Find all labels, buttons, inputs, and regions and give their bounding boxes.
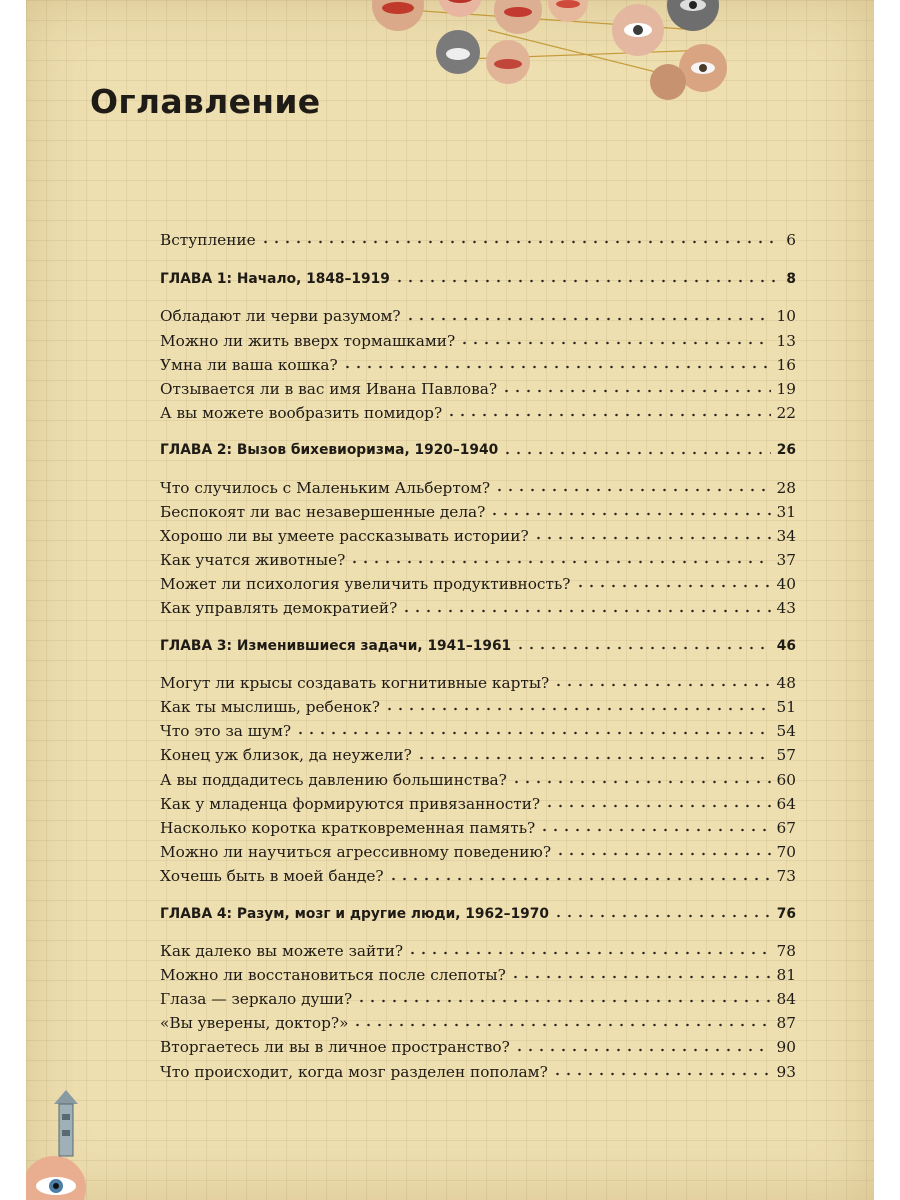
toc-page-number: 57 (776, 746, 796, 765)
dot-leader (533, 533, 771, 543)
dot-leader (575, 581, 771, 591)
dot-leader (349, 557, 770, 567)
toc-entry-title: Могут ли крысы создавать когнитивные карты? (160, 673, 550, 692)
toc-item-row (160, 1011, 796, 1035)
toc-item-row (160, 1035, 796, 1059)
toc-entry-title: Вступление (160, 231, 256, 249)
toc-page-number: 40 (776, 575, 796, 594)
dot-leader (544, 801, 770, 811)
dot-leader (356, 996, 770, 1006)
dot-leader (539, 825, 770, 835)
lips-shape (504, 7, 532, 17)
toc-entry-title: Конец уж близок, да неужели? (160, 746, 412, 765)
dot-leader (394, 276, 781, 286)
toc-entry-title: ГЛАВА 1: Начало, 1848–1919 (160, 271, 390, 288)
toc-entry-title: Как учатся животные? (160, 551, 346, 570)
toc-page-number: 64 (776, 794, 796, 813)
toc-page-number: 6 (786, 231, 796, 249)
toc-item-row (160, 864, 796, 888)
toc-page-number: 48 (776, 673, 796, 692)
table-of-contents (160, 228, 796, 1084)
dot-leader (553, 911, 771, 921)
toc-entry-title: Как далеко вы можете зайти? (160, 941, 404, 960)
eye-circle (650, 64, 686, 100)
dot-leader (342, 362, 771, 372)
toc-item-row (160, 304, 796, 328)
toc-item-row (160, 476, 796, 500)
toc-entry-title: Что происходит, когда мозг разделен пополам? (160, 1062, 548, 1081)
toc-entry-title: Обладают ли черви разумом? (160, 307, 401, 326)
toc-item-row (160, 840, 796, 864)
toc-item-row (160, 329, 796, 353)
toc-chapter-row (160, 902, 796, 926)
toc-item-row (160, 524, 796, 548)
iris-shape (689, 1, 697, 9)
toc-page-number: 81 (776, 965, 796, 984)
dot-leader (514, 1045, 771, 1055)
dot-leader (405, 314, 771, 324)
toc-item-row (160, 743, 796, 767)
window-shape (62, 1130, 70, 1136)
lips-shape (494, 59, 522, 69)
toc-entry-title: Может ли психология увеличить продуктивность? (160, 575, 571, 594)
toc-page-number: 10 (776, 307, 796, 326)
dot-leader (384, 704, 771, 714)
toc-page-number: 93 (776, 1062, 796, 1081)
toc-entry-title: Беспокоят ли вас незавершенные дела? (160, 502, 486, 521)
toc-page-number: 22 (776, 404, 796, 423)
toc-page-number: 19 (776, 379, 796, 398)
toc-entry-title: Что случилось с Маленьким Альбертом? (160, 478, 491, 497)
toc-entry-title: Что это за шум? (160, 722, 292, 741)
toc-item-row (160, 353, 796, 377)
toc-item-row (160, 671, 796, 695)
dot-leader (511, 777, 771, 787)
toc-entry-title: Можно ли восстановиться после слепоты? (160, 965, 506, 984)
toc-chapter-row (160, 634, 796, 658)
toc-page-number: 73 (776, 867, 796, 886)
toc-page-number: 13 (776, 331, 796, 350)
toc-item-row (160, 939, 796, 963)
teeth-shape (446, 48, 470, 60)
dot-leader (510, 972, 771, 982)
toc-page-number: 46 (776, 637, 796, 654)
toc-item-row (160, 792, 796, 816)
dot-leader (502, 448, 771, 458)
toc-item-row (160, 1060, 796, 1084)
dot-leader (489, 509, 770, 519)
dot-leader (260, 237, 781, 247)
dot-leader (407, 948, 770, 958)
toc-entry-title: Хочешь быть в моей банде? (160, 867, 384, 886)
toc-page-number: 37 (776, 551, 796, 570)
toc-item-row (160, 987, 796, 1011)
toc-intro-row (160, 228, 796, 252)
toc-entry-title: Отзывается ли в вас имя Ивана Павлова? (160, 379, 498, 398)
dot-leader (552, 1069, 771, 1079)
toc-page-number: 43 (776, 599, 796, 618)
toc-page-number: 54 (776, 722, 796, 741)
book-page (26, 0, 874, 1200)
toc-page-number: 78 (776, 941, 796, 960)
dot-leader (416, 753, 771, 763)
toc-entry-title: А вы можете вообразить помидор? (160, 404, 443, 423)
toc-entry-title: «Вы уверены, доктор?» (160, 1014, 349, 1033)
toc-item-row (160, 401, 796, 425)
toc-item-row (160, 963, 796, 987)
dot-leader (352, 1020, 770, 1030)
pupil-shape (53, 1183, 59, 1189)
toc-entry-title: Как управлять демократией? (160, 599, 398, 618)
toc-page-number: 31 (776, 502, 796, 521)
toc-page-number: 51 (776, 698, 796, 716)
dot-leader (446, 410, 770, 420)
toc-page-number: 90 (776, 1038, 796, 1057)
dot-leader (388, 874, 771, 884)
face-collage-illustration (368, 0, 728, 110)
toc-page-number: 60 (776, 770, 796, 789)
toc-entry-title: Умна ли ваша кошка? (160, 355, 338, 374)
toc-page-number: 67 (776, 818, 796, 837)
toc-page-number: 28 (776, 478, 796, 497)
window-shape (62, 1114, 70, 1120)
toc-item-row (160, 500, 796, 524)
page-title: Оглавление (90, 82, 321, 121)
dot-leader (553, 680, 770, 690)
toc-item-row (160, 719, 796, 743)
toc-entry-title: Насколько коротка кратковременная память? (160, 818, 536, 837)
toc-entry-title: Глаза — зеркало души? (160, 990, 353, 1009)
toc-page-number: 84 (776, 990, 796, 1009)
dot-leader (494, 485, 770, 495)
toc-page-number: 8 (786, 271, 796, 288)
toc-item-row (160, 572, 796, 596)
dot-leader (459, 338, 770, 348)
toc-chapter-row (160, 438, 796, 462)
toc-chapter-row (160, 267, 796, 291)
toc-entry-title: ГЛАВА 2: Вызов бихевиоризма, 1920–1940 (160, 442, 499, 459)
toc-entry-title: ГЛАВА 4: Разум, мозг и другие люди, 1962–1970 (160, 905, 549, 922)
arrow-icon (54, 1090, 78, 1104)
iris-shape (633, 25, 643, 35)
toc-entry-title: А вы поддадитесь давлению большинства? (160, 770, 507, 789)
toc-item-row (160, 695, 796, 719)
toc-page-number: 76 (776, 905, 796, 922)
dot-leader (295, 728, 770, 738)
toc-entry-title: Как у младенца формируются привязанности? (160, 794, 541, 813)
toc-item-row (160, 377, 796, 401)
toc-item-row (160, 548, 796, 572)
toc-page-number: 16 (776, 355, 796, 374)
toc-page-number: 87 (776, 1014, 796, 1033)
lips-shape (382, 2, 414, 14)
toc-entry-title: ГЛАВА 3: Изменившиеся задачи, 1941–1961 (160, 637, 512, 654)
toc-item-row (160, 596, 796, 620)
toc-page-number: 70 (776, 843, 796, 862)
iris-shape (699, 64, 707, 72)
dot-leader (501, 386, 770, 396)
toc-entry-title: Вторгаетесь ли вы в личное пространство? (160, 1038, 510, 1057)
toc-page-number: 34 (776, 526, 796, 545)
dot-leader (555, 849, 771, 859)
toc-item-row (160, 768, 796, 792)
toc-entry-title: Как ты мыслишь, ребенок? (160, 698, 380, 716)
corner-face-illustration (26, 1090, 96, 1200)
dot-leader (515, 643, 771, 653)
toc-entry-title: Можно ли жить вверх тормашками? (160, 331, 456, 350)
lips-shape (556, 0, 580, 8)
toc-entry-title: Хорошо ли вы умеете рассказывать истории? (160, 526, 529, 545)
dot-leader (401, 606, 770, 616)
toc-page-number: 26 (776, 442, 796, 459)
toc-entry-title: Можно ли научиться агрессивному поведению? (160, 843, 552, 862)
toc-item-row (160, 816, 796, 840)
